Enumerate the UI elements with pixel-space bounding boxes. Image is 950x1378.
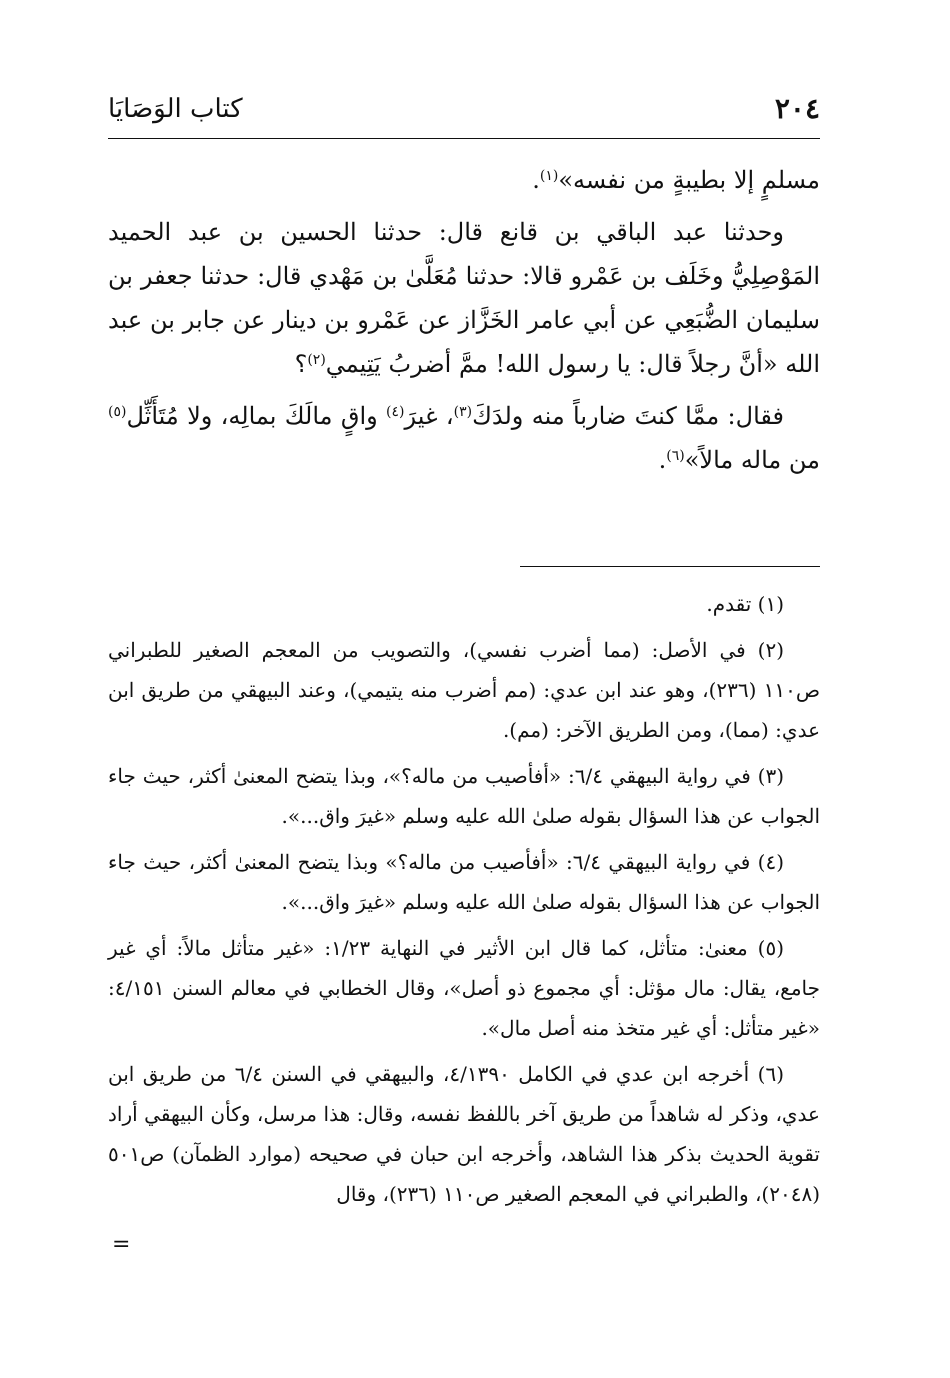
footnote-1: (١) تقدم. [706, 592, 784, 616]
footnote-ref-5: (٥) [108, 404, 127, 420]
continuation-mark: = [112, 1232, 131, 1257]
footnote-6: (٦) أخرجه ابن عدي في الكامل ٤/١٣٩٠، والبيهقي في السنن ٦/٤ من طريق ابن عدي، وذكر له شاهداً من طريق آخر باللفظ نفسه، وقال: هذا مرسل، وكأن البيهقي أراد تقوية الحديث بذكر هذا الشاهد، وأخرجه ابن حبان في صحيحه (موارد الظمآن) ص٥٠١ (٢٠٤٨)، والطبراني في المعجم الصغير ص١١٠ (٢٣٦)، وقال [108, 1062, 820, 1206]
footnote-ref-3: (٣) [453, 404, 473, 420]
main-text [108, 158, 820, 490]
paragraph-3-text-c: واقٍ مالَكَ بمالِه، ولا مُتَأَثِّل [126, 402, 387, 430]
page-number: ٢٠٤ [774, 92, 820, 125]
paragraph-3-text-a: فقال: ممَّا كنتَ ضارباً منه ولدَكَ [472, 402, 785, 430]
paragraph-3-text-b: ، غيرَ [404, 402, 454, 430]
paragraph-3-text-d: من ماله مالاً» [684, 446, 820, 474]
footnote-5: (٥) معنىٰ: متأثل، كما قال ابن الأثير في النهاية ١/٢٣: «غير متأثل مالاً: أي غير جامع، يقال: مال مؤثل: أي مجموع ذو أصل»، وقال الخطابي في معالم السنن ٤/١٥١: «غير متأثل: أي غير متخذ منه أصل مال». [108, 936, 820, 1040]
footnote-ref-2: (٢) [307, 352, 326, 368]
running-title: كتاب الوَصَايَا [108, 94, 243, 124]
header-rule [108, 138, 820, 139]
footnote-separator [520, 566, 820, 567]
paragraph-2-text: وحدثنا عبد الباقي بن قانع قال: حدثنا الحسين بن عبد الحميد المَوْصِلِيُّ وخَلَف بن عَمْرو قالا: حدثنا مُعَلَّىٰ بن مَهْدي قال: حدثنا جعفر بن سليمان الضُّبَعِي عن أبي عامر الخَزَّاز عن عَمْرو بن دينار عن جابر بن عبد الله «أنَّ رجلاً قال: يا رسول الله! ممَّ أضربُ يَتِيمي [108, 218, 820, 378]
footnote-2: (٢) في الأصل: (مما أضرب نفسي)، والتصويب من المعجم الصغير للطبراني ص١١٠ (٢٣٦)، وهو عند ابن عدي: (مم أضرب منه يتيمي)، وعند البيهقي من طريق ابن عدي: (مما)، ومن الطريق الآخر: (مم). [108, 638, 820, 742]
paragraph-1 [108, 158, 820, 202]
paragraph-1-end: . [532, 166, 540, 194]
footnote-ref-4: (٤) [386, 404, 405, 420]
footnote-ref-1: (١) [539, 168, 559, 184]
footnote-ref-6: (٦) [666, 448, 685, 464]
paragraph-1-text: مسلمٍ إلا بطيبةٍ من نفسه» [558, 166, 820, 194]
footnote-3: (٣) في رواية البيهقي ٦/٤: «أفأصيب من ماله؟»، وبذا يتضح المعنىٰ أكثر، حيث جاء الجواب عن هذا السؤال بقوله صلىٰ الله عليه وسلم «غيرَ واق...». [108, 764, 820, 828]
page-header [108, 92, 820, 132]
paragraph-3 [108, 394, 820, 482]
paragraph-2 [108, 210, 820, 386]
footnotes [108, 584, 820, 1220]
paragraph-2-end: ؟ [294, 350, 308, 378]
paragraph-3-end: . [658, 446, 667, 474]
footnote-4: (٤) في رواية البيهقي ٦/٤: «أفأصيب من ماله؟» وبذا يتضح المعنىٰ أكثر، حيث جاء الجواب عن هذا السؤال بقوله صلىٰ الله عليه وسلم «غيرَ واق...». [108, 850, 820, 914]
